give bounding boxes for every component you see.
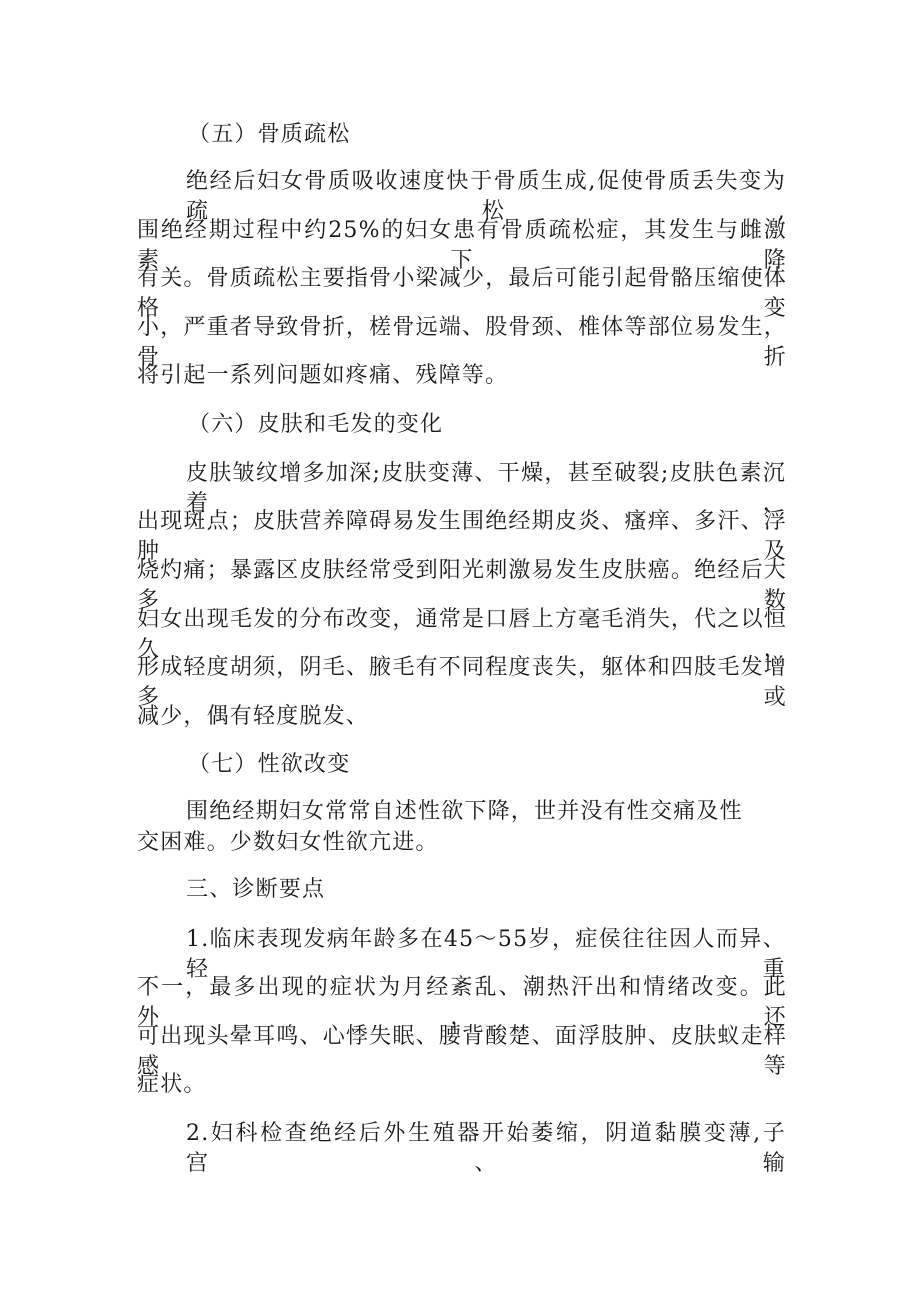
paragraph-line: 1.临床表现发病年龄多在45～55岁，症侯往往因人而异、轻重 — [186, 927, 786, 982]
paragraph-line: 皮肤皱纹增多加深;皮肤变薄、干燥，甚至破裂;皮肤色素沉着， — [186, 461, 786, 516]
paragraph-line: 症状。 — [137, 1072, 207, 1097]
paragraph-line: 出现斑点；皮肤营养障碍易发生围绝经期皮炎、瘙痒、多汗、浮肿及 — [137, 509, 787, 564]
paragraph-line: 可出现头晕耳鸣、心悸失眠、腰背酸楚、面浮肢肿、皮肤蚁走样感等 — [137, 1024, 787, 1079]
paragraph-line: 围绝经期过程中约25%的妇女患有骨质疏松症，其发生与雌激素下降 — [137, 218, 787, 273]
paragraph-line: 绝经后妇女骨质吸收速度快于骨质生成,促使骨质丢失变为疏松, — [186, 169, 786, 224]
paragraph-line: 烧灼痛；暴露区皮肤经常受到阳光刺激易发生皮肤癌。绝经后大多数 — [137, 558, 787, 613]
paragraph-line: 有关。骨质疏松主要指骨小梁减少，最后可能引起骨骼压缩使体格变 — [137, 266, 787, 321]
paragraph-line: 妇女出现毛发的分布改变，通常是口唇上方毫毛消失，代之以恒久， — [137, 607, 787, 662]
section-heading-skin-hair: （六）皮肤和毛发的变化 — [188, 412, 444, 437]
paragraph-line: 将引起一系列问题如疼痛、残障等。 — [137, 363, 509, 388]
paragraph-line: 围绝经期妇女常常自述性欲下降，世并没有性交痛及性 — [186, 799, 743, 824]
section-heading-diagnosis: 三、诊断要点 — [186, 877, 326, 902]
paragraph-line: 交困难。少数妇女性欲亢进。 — [137, 830, 439, 855]
paragraph-line: 不一，最多出现的症状为月经紊乱、潮热汗出和情绪改变。此外，还 — [137, 975, 787, 1030]
paragraph-line: 形成轻度胡须，阴毛、腋毛有不同程度丧失，躯体和四肢毛发增多或 — [137, 655, 787, 710]
section-heading-osteoporosis: （五）骨质疏松 — [188, 122, 351, 147]
paragraph-line: 减少，偶有轻度脱发、 — [137, 704, 370, 729]
paragraph-line: 2.妇科检查绝经后外生殖器开始萎缩，阴道黏膜变薄,子宫、输 — [186, 1121, 786, 1176]
paragraph-line: 小，严重者导致骨折，槎骨远端、股骨颈、椎体等部位易发生，骨折 — [137, 315, 787, 370]
section-heading-libido: （七）性欲改变 — [188, 752, 351, 777]
